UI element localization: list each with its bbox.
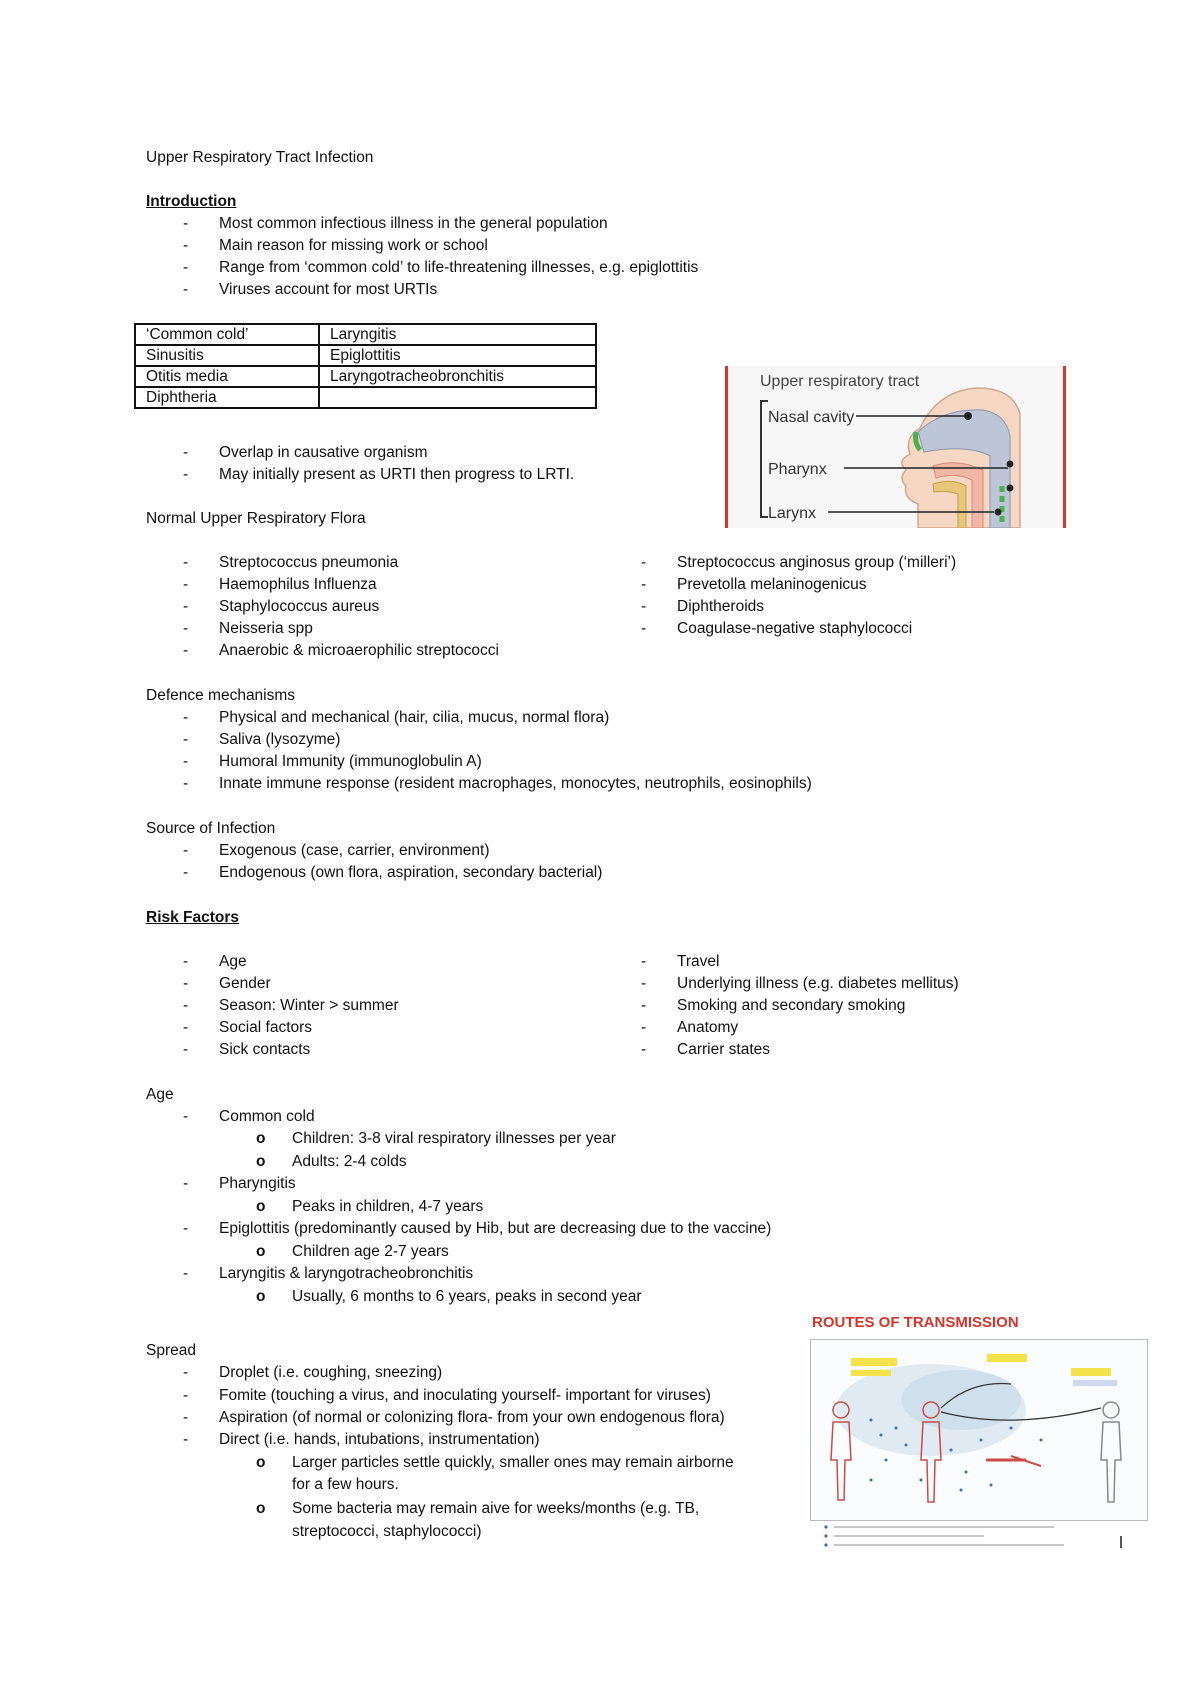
- label-pharynx: Pharynx: [768, 461, 827, 478]
- risk-heading: Risk Factors: [146, 909, 240, 926]
- bullet-dash: -: [183, 466, 189, 483]
- routes-figure-legend: [820, 1522, 1140, 1552]
- sub-bullet: o: [256, 1454, 266, 1471]
- table-cell: Epiglottitis: [319, 345, 596, 366]
- list-item: Viruses account for most URTIs: [219, 281, 438, 298]
- urti-conditions-table: [134, 323, 597, 409]
- list-item: Diphtheroids: [677, 598, 765, 615]
- bullet-dash: -: [183, 444, 189, 461]
- bullet-dash: -: [183, 1387, 189, 1404]
- bullet-dash: -: [641, 975, 647, 992]
- bullet-dash: -: [183, 215, 189, 232]
- table-cell: Diphtheria: [135, 387, 319, 408]
- upper-respiratory-tract-figure: [725, 366, 1066, 528]
- table-cell: Sinusitis: [135, 345, 319, 366]
- bullet-dash: -: [183, 953, 189, 970]
- spread-heading: Spread: [146, 1342, 196, 1359]
- list-item: Streptococcus pneumonia: [219, 554, 399, 571]
- sub-bullet: o: [256, 1130, 266, 1147]
- list-item: Epiglottitis (predominantly caused by Hib, but are decreasing due to the vaccine): [219, 1220, 772, 1237]
- sub-list-item: Some bacteria may remain aive for weeks/months (e.g. TB,: [292, 1500, 700, 1517]
- bullet-dash: -: [641, 576, 647, 593]
- table-row: [135, 366, 596, 387]
- list-item: Prevetolla melaninogenicus: [677, 576, 867, 593]
- bullet-dash: -: [641, 554, 647, 571]
- bullet-dash: -: [183, 598, 189, 615]
- bullet-dash: -: [641, 997, 647, 1014]
- list-item: Anatomy: [677, 1019, 739, 1036]
- bullet-dash: -: [641, 620, 647, 637]
- sub-bullet: o: [256, 1198, 266, 1215]
- defence-heading: Defence mechanisms: [146, 687, 296, 704]
- list-item: Aspiration (of normal or colonizing flora- from your own endogenous flora): [219, 1409, 725, 1426]
- list-item: Carrier states: [677, 1041, 771, 1058]
- list-item: Smoking and secondary smoking: [677, 997, 906, 1014]
- figure-title: Upper respiratory tract: [760, 373, 920, 390]
- list-item: Common cold: [219, 1108, 315, 1125]
- list-item: Saliva (lysozyme): [219, 731, 341, 748]
- introduction-heading: Introduction: [146, 193, 237, 210]
- bullet-dash: -: [183, 1019, 189, 1036]
- age-heading: Age: [146, 1086, 174, 1103]
- bullet-dash: -: [183, 864, 189, 881]
- bullet-dash: -: [183, 731, 189, 748]
- flora-heading: Normal Upper Respiratory Flora: [146, 510, 366, 527]
- list-item: Humoral Immunity (immunoglobulin A): [219, 753, 482, 770]
- list-item: Laryngitis & laryngotracheobronchitis: [219, 1265, 474, 1282]
- list-item: Travel: [677, 953, 720, 970]
- bullet-dash: -: [183, 259, 189, 276]
- sub-list-item-continuation: streptococci, staphylococci): [292, 1523, 482, 1540]
- sub-list-item: Larger particles settle quickly, smaller ones may remain airborne: [292, 1454, 734, 1471]
- list-item: May initially present as URTI then progress to LRTI.: [219, 466, 575, 483]
- routes-figure-title: ROUTES OF TRANSMISSION: [812, 1314, 1019, 1331]
- source-heading: Source of Infection: [146, 820, 276, 837]
- bullet-dash: -: [641, 598, 647, 615]
- bullet-dash: -: [183, 1108, 189, 1125]
- table-row: [135, 345, 596, 366]
- list-item: Social factors: [219, 1019, 313, 1036]
- list-item: Overlap in causative organism: [219, 444, 428, 461]
- list-item: Season: Winter > summer: [219, 997, 399, 1014]
- sub-bullet: o: [256, 1288, 266, 1305]
- table-cell: [319, 387, 596, 408]
- bullet-dash: -: [183, 975, 189, 992]
- sub-list-item: Children age 2-7 years: [292, 1243, 449, 1260]
- bullet-dash: -: [183, 775, 189, 792]
- bullet-dash: -: [183, 1175, 189, 1192]
- sub-list-item: Children: 3-8 viral respiratory illnesses per year: [292, 1130, 616, 1147]
- label-nasal-cavity: Nasal cavity: [768, 409, 855, 426]
- bullet-dash: -: [641, 1041, 647, 1058]
- list-item: Endogenous (own flora, aspiration, secondary bacterial): [219, 864, 603, 881]
- list-item: Direct (i.e. hands, intubations, instrumentation): [219, 1431, 540, 1448]
- list-item: Pharyngitis: [219, 1175, 296, 1192]
- bullet-dash: -: [641, 953, 647, 970]
- sub-list-item: Adults: 2-4 colds: [292, 1153, 407, 1170]
- list-item: Sick contacts: [219, 1041, 311, 1058]
- table-cell: Laryngotracheobronchitis: [319, 366, 596, 387]
- list-item: Innate immune response (resident macrophages, monocytes, neutrophils, eosinophils): [219, 775, 812, 792]
- table-cell: Laryngitis: [319, 324, 596, 345]
- anatomy-illustration: [728, 366, 1063, 528]
- bullet-dash: -: [183, 1041, 189, 1058]
- list-item: Droplet (i.e. coughing, sneezing): [219, 1364, 443, 1381]
- list-item: Underlying illness (e.g. diabetes mellitus): [677, 975, 959, 992]
- document-title: Upper Respiratory Tract Infection: [146, 149, 374, 166]
- sub-list-item-continuation: for a few hours.: [292, 1476, 399, 1493]
- table-cell: ‘Common cold’: [135, 324, 319, 345]
- transmission-illustration: [811, 1340, 1147, 1520]
- bullet-dash: -: [183, 237, 189, 254]
- list-item: Main reason for missing work or school: [219, 237, 488, 254]
- list-item: Most common infectious illness in the general population: [219, 215, 608, 232]
- bullet-dash: -: [183, 753, 189, 770]
- bullet-dash: -: [183, 1409, 189, 1426]
- list-item: Staphylococcus aureus: [219, 598, 380, 615]
- list-item: Age: [219, 953, 247, 970]
- bullet-dash: -: [183, 576, 189, 593]
- bullet-dash: -: [183, 709, 189, 726]
- list-item: Exogenous (case, carrier, environment): [219, 842, 490, 859]
- bullet-dash: -: [183, 1220, 189, 1237]
- bullet-dash: -: [183, 620, 189, 637]
- list-item: Gender: [219, 975, 271, 992]
- list-item: Neisseria spp: [219, 620, 313, 637]
- bullet-dash: -: [183, 281, 189, 298]
- label-larynx: Larynx: [768, 505, 817, 522]
- bullet-dash: -: [183, 1364, 189, 1381]
- bullet-dash: -: [183, 554, 189, 571]
- table-row: [135, 324, 596, 345]
- sub-list-item: Peaks in children, 4-7 years: [292, 1198, 484, 1215]
- sub-bullet: o: [256, 1500, 266, 1517]
- list-item: Anaerobic & microaerophilic streptococci: [219, 642, 499, 659]
- list-item: Haemophilus Influenza: [219, 576, 377, 593]
- bullet-dash: -: [183, 1431, 189, 1448]
- bullet-dash: -: [641, 1019, 647, 1036]
- list-item: Fomite (touching a virus, and inoculating yourself- important for viruses): [219, 1387, 711, 1404]
- sub-bullet: o: [256, 1153, 266, 1170]
- legend-lines: [820, 1522, 1140, 1552]
- sub-bullet: o: [256, 1243, 266, 1260]
- table-cell: Otitis media: [135, 366, 319, 387]
- list-item: Coagulase-negative staphylococci: [677, 620, 913, 637]
- bullet-dash: -: [183, 997, 189, 1014]
- bullet-dash: -: [183, 1265, 189, 1282]
- routes-of-transmission-figure: [810, 1339, 1148, 1521]
- sub-list-item: Usually, 6 months to 6 years, peaks in second year: [292, 1288, 642, 1305]
- list-item: Range from ‘common cold’ to life-threatening illnesses, e.g. epiglottitis: [219, 259, 699, 276]
- bullet-dash: -: [183, 642, 189, 659]
- list-item: Physical and mechanical (hair, cilia, mucus, normal flora): [219, 709, 610, 726]
- list-item: Streptococcus anginosus group (‘milleri’): [677, 554, 957, 571]
- bullet-dash: -: [183, 842, 189, 859]
- table-row: [135, 387, 596, 408]
